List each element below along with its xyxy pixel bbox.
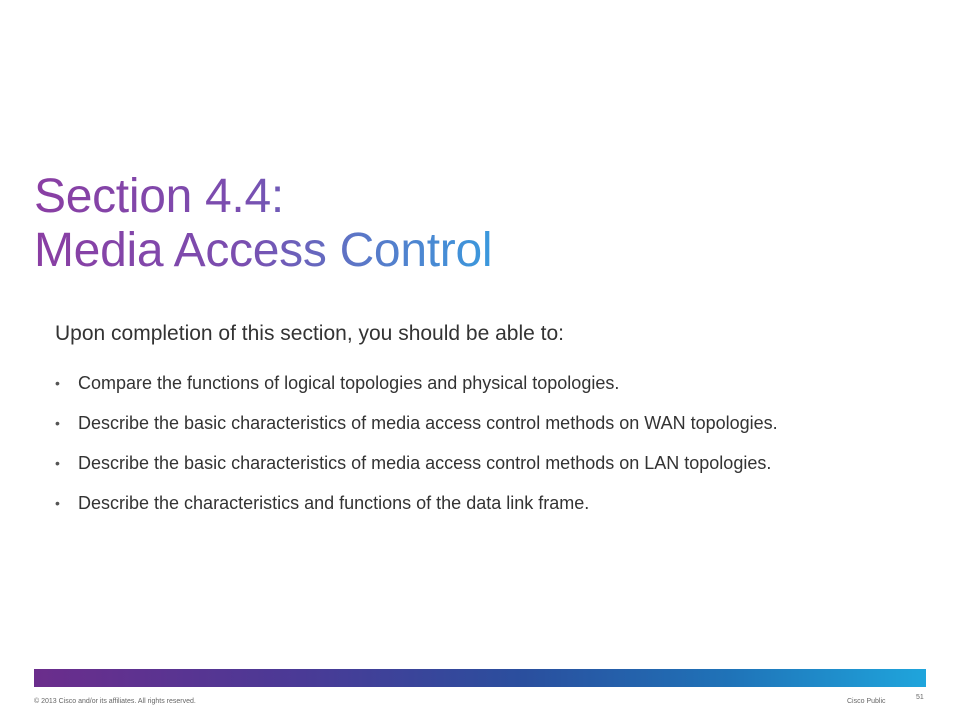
objective-text: Describe the basic characteristics of media access control methods on LAN topologies. — [78, 453, 772, 473]
objective-item — [55, 492, 895, 515]
objective-item — [55, 452, 895, 475]
bullet-icon: • — [55, 495, 60, 511]
footer-classification: Cisco Public — [847, 698, 886, 705]
objective-text: Describe the basic characteristics of media access control methods on WAN topologies. — [78, 413, 778, 433]
footer-copyright: © 2013 Cisco and/or its affiliates. All rights reserved. — [34, 698, 196, 705]
footer-gradient-bar — [34, 669, 926, 687]
section-title-line1: Section 4.4: — [34, 170, 284, 223]
objective-text: Compare the functions of logical topologies and physical topologies. — [78, 373, 620, 393]
bullet-icon: • — [55, 415, 60, 431]
section-title — [34, 170, 634, 278]
objective-item — [55, 372, 895, 395]
bullet-icon: • — [55, 455, 60, 471]
objectives-list — [55, 372, 895, 532]
objective-item — [55, 412, 895, 435]
page-number: 51 — [916, 694, 924, 701]
intro-text: Upon completion of this section, you should be able to: — [55, 322, 564, 345]
objective-text: Describe the characteristics and functions of the data link frame. — [78, 493, 590, 513]
section-title-line2: Media Access Control — [34, 224, 493, 277]
bullet-icon: • — [55, 375, 60, 391]
